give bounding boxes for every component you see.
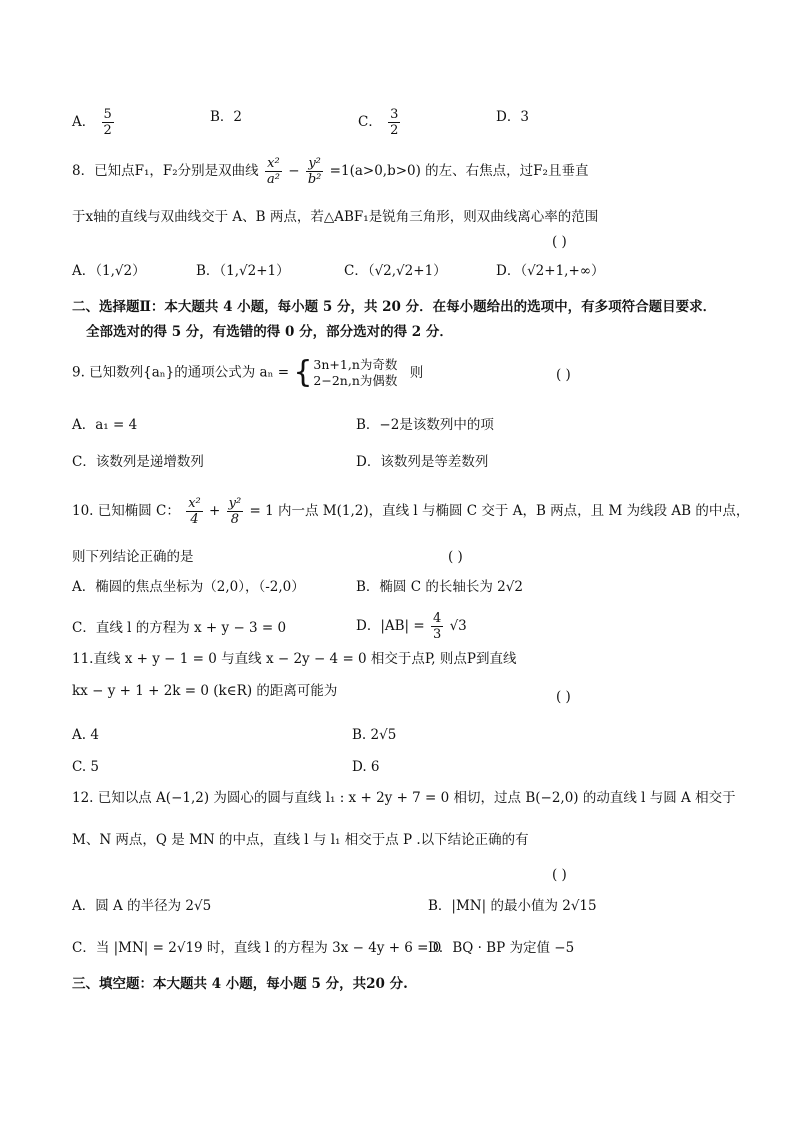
q7-option-a-denominator: 2 [103,123,112,138]
q9-piecewise [293,357,397,389]
q11-stem-line1: 11.直线 x + y − 1 = 0 与直线 x − 2y − 4 = 0 相交于点P, 则点P到直线 [72,651,517,667]
q12-stem-line2: M、N 两点，Q 是 MN 的中点，直线 l 与 l₁ 相交于点 P .以下结论正确的有 [72,832,529,848]
q8-option-a: A．（1,√2） [72,263,146,279]
q9-case-even: 2−2n,n为偶数 [313,373,398,388]
q12-option-c: C．当 |MN| = 2√19 时，直线 l 的方程为 3x − 4y + 6 = 0 [72,940,442,956]
q9-tail: 则 [409,364,424,381]
q10-fraction-y-numerator: y² [228,496,242,511]
q8-stem-line1 [72,156,588,187]
q10-answer-paren: ( ) [448,549,463,565]
q7-option-c-fraction [388,107,400,138]
q7-option-a-numerator: 5 [103,107,112,122]
q9-option-d: D．该数列是等差数列 [356,454,489,470]
q7-option-a-label: A． [72,114,96,130]
section2-heading-line1: 二、选择题Ⅱ：本大题共 4 小题，每小题 5 分，共 20 分．在每小题给出的选项中，有多项符合题目要求． [72,299,717,315]
q10-fraction-y [227,496,244,527]
q8-minus: − [288,163,300,179]
q10-option-d-fraction [431,611,443,642]
q8-fraction-x-numerator: x² [267,156,280,171]
q10-plus: + [209,503,221,519]
q9-option-c: C．该数列是递增数列 [72,454,204,470]
q10-option-d-numerator: 4 [433,611,442,626]
q8-option-c: C．（√2,√2+1） [344,263,447,279]
q9-option-a: A．a₁ = 4 [72,417,138,433]
section2-heading-line2: 全部选对的得 5 分，有选错的得 0 分，部分选对的得 2 分． [86,324,453,340]
q10-fraction-x-denominator: 4 [190,512,199,527]
q10-stem-line2: 则下列结论正确的是 [72,549,194,565]
q7-option-d: D．3 [496,109,529,125]
q8-intro: 8．已知点F₁，F₂分别是双曲线 [72,163,259,179]
q11-stem-line2: kx − y + 1 + 2k = 0 (k∈R) 的距离可能为 [72,683,338,699]
q12-option-b: B．|MN| 的最小值为 2√15 [428,898,597,914]
q10-fraction-x-numerator: x² [188,496,201,511]
q8-fraction-y-denominator: b² [307,172,322,187]
q7-option-a-fraction [102,107,114,138]
q8-fraction-x-denominator: a² [266,172,280,187]
q10-stem-tail: = 1 内一点 M(1,2)，直线 l 与椭圆 C 交于 A，B 两点，且 M 为线段 AB 的中点， [249,503,750,519]
q11-option-a: A. 4 [72,727,99,743]
q8-option-d: D．（√2+1,+∞） [496,263,605,279]
q10-fraction-y-denominator: 8 [230,512,240,527]
q11-option-b: B. 2√5 [352,727,397,743]
section3-heading: 三、填空题：本大题共 4 小题，每小题 5 分，共20 分. [72,976,408,992]
q10-fraction-x [186,496,203,527]
q8-equation-tail: =1(a>0,b>0) 的左、右焦点，过F₂且垂直 [329,163,589,179]
q7-option-a [72,107,116,138]
q10-option-b: B．椭圆 C 的长轴长为 2√2 [356,579,523,595]
q11-option-d: D. 6 [352,759,380,775]
q10-stem-line1 [72,496,749,527]
q9-brace: { [293,355,313,390]
q9-option-b: B．−2是该数列中的项 [356,417,494,433]
q8-fraction-x [265,156,282,187]
q10-option-d-denominator: 3 [433,627,442,642]
q7-option-c [358,107,402,138]
q12-option-a: A．圆 A 的半径为 2√5 [72,898,212,914]
q10-option-d-tail: √3 [449,618,467,634]
q8-answer-paren: ( ) [552,234,567,250]
q7-option-c-denominator: 2 [390,123,399,138]
q7-option-c-label: C． [358,114,382,130]
q10-option-a: A．椭圆的焦点坐标为（2,0），（-2,0） [72,579,305,595]
q10-option-d [356,611,467,642]
q9-intro: 9. 已知数列{aₙ}的通项公式为 aₙ = [72,364,290,381]
q9-answer-paren: ( ) [556,367,571,383]
q12-stem-line1: 12. 已知以点 A(−1,2) 为圆心的圆与直线 l₁ : x + 2y + 7 = 0 相切，过点 B(−2,0) 的动直线 l 与圆 A 相交于 [72,790,736,806]
q7-option-c-numerator: 3 [390,107,399,122]
q9-cases [313,357,397,389]
q8-fraction-y [306,156,324,187]
q11-option-c: C. 5 [72,759,100,775]
q10-option-c: C．直线 l 的方程为 x + y − 3 = 0 [72,620,287,636]
q10-intro: 10. 已知椭圆 C： [72,503,180,519]
q8-option-b: B．（1,√2+1） [196,263,290,279]
q9-case-odd: 3n+1,n为奇数 [313,357,398,372]
q12-option-d: D．BQ · BP 为定值 −5 [428,940,575,956]
q8-fraction-y-numerator: y² [308,156,321,171]
q7-option-b: B．2 [210,109,243,125]
q8-stem-line2: 于x轴的直线与双曲线交于 A、B 两点，若△ABF₁是锐角三角形，则双曲线离心率的范围 [72,209,599,225]
q11-answer-paren: ( ) [556,689,571,705]
q12-answer-paren: ( ) [552,867,567,883]
q10-option-d-label: D．|AB| = [356,618,425,634]
q9-stem [72,357,423,389]
